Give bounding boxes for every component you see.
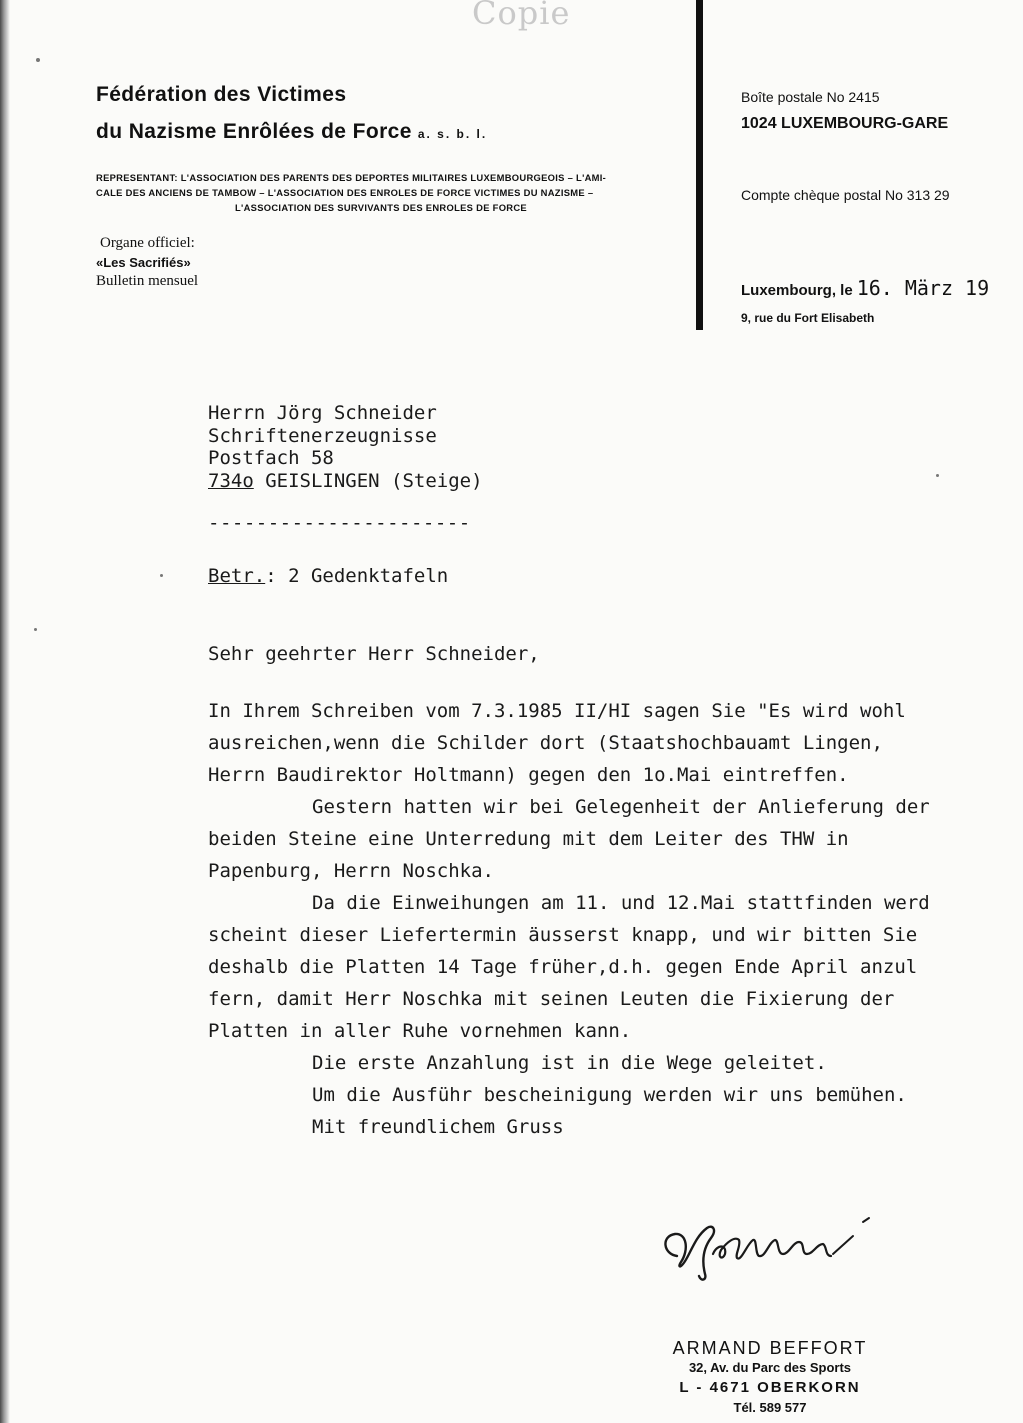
postal-cheque-account: Compte chèque postal No 313 29 <box>741 187 950 203</box>
signer-name: ARMAND BEFFORT <box>672 1338 868 1358</box>
body-line: fern, damit Herr Noschka mit seinen Leuten die Fixierung der <box>208 988 895 1010</box>
closing-line: Mit freundlichem Gruss <box>312 1116 564 1138</box>
body-line: deshalb die Platten 14 Tage früher,d.h. gegen Ende April anzul <box>208 956 918 978</box>
recipient-line-2: Schriftenerzeugnisse <box>208 424 437 447</box>
subject-text: : 2 Gedenktafeln <box>265 565 449 587</box>
org-legal-suffix: a. s. b. l. <box>417 127 488 141</box>
postbox: Boîte postale No 2415 <box>741 89 880 105</box>
date-label: Luxembourg, le <box>741 282 853 299</box>
org-name-line-2 <box>96 113 487 153</box>
recipient-postcode: 734o <box>208 469 254 492</box>
sender-street: 9, rue du Fort Elisabeth <box>741 311 875 325</box>
recipient-line-1: Herrn Jörg Schneider <box>208 402 437 424</box>
body-line: Papenburg, Herrn Noschka. <box>208 860 494 882</box>
representant-note <box>96 170 666 215</box>
recipient-address <box>208 402 483 492</box>
representant-line-2: CALE DES ANCIENS DE TAMBOW – L'ASSOCIATION DES ENROLES DE FORCE VICTIMES DU NAZISME – <box>96 187 594 198</box>
body-line: Um die Ausführ bescheinigung werden wir uns bemühen. <box>312 1084 907 1106</box>
representant-line-1: REPRESENTANT: L'ASSOCIATION DES PARENTS DES DEPORTES MILITAIRES LUXEMBOURGEOIS – L'AMI- <box>96 172 607 183</box>
handwritten-signature <box>655 1214 885 1284</box>
body-line: Platten in aller Ruhe vornehmen kann. <box>208 1020 632 1042</box>
header-divider <box>696 0 703 330</box>
subject-line <box>208 565 448 587</box>
org-name-line-1: Fédération des Victimes <box>96 83 347 106</box>
organization-name <box>96 76 487 153</box>
recipient-line-3: Postfach 58 <box>208 447 334 469</box>
signer-city: L - 4671 OBERKORN <box>679 1379 861 1396</box>
official-organ <box>96 234 198 291</box>
body-line: scheint dieser Liefertermin äusserst knapp, und wir bitten Sie <box>208 924 918 946</box>
body-line: Herrn Baudirektor Holtmann) gegen den 1o.Mai eintreffen. <box>208 764 849 786</box>
scan-speck <box>160 574 163 577</box>
letter-body <box>208 695 930 1143</box>
organe-label: Organe officiel: <box>100 235 195 251</box>
scan-speck <box>936 474 939 477</box>
recipient-line-4 <box>208 470 483 493</box>
scan-edge-shadow <box>0 0 10 1423</box>
scan-speck <box>34 628 37 631</box>
recipient-city: GEISLINGEN (Steige) <box>253 469 483 492</box>
postbox-city: 1024 LUXEMBOURG-GARE <box>741 115 949 132</box>
signer-block <box>640 1338 900 1418</box>
organe-frequency: Bulletin mensuel <box>96 273 199 289</box>
subject-label: Betr. <box>208 565 266 587</box>
body-line: In Ihrem Schreiben vom 7.3.1985 II/HI sagen Sie "Es wird wohl <box>208 700 906 722</box>
org-name-line-2-text: du Nazisme Enrôlées de Force <box>96 120 412 143</box>
body-line: beiden Steine eine Unterredung mit dem Leiter des THW in <box>208 828 849 850</box>
salutation: Sehr geehrter Herr Schneider, <box>208 643 540 665</box>
body-line: Da die Einweihungen am 11. und 12.Mai stattfinden werd <box>312 892 930 914</box>
organe-name: «Les Sacrifiés» <box>96 255 191 270</box>
body-line: ausreichen,wenn die Schilder dort (Staatshochbauamt Lingen, <box>208 732 883 754</box>
date-value: 16. März 19 <box>856 276 990 300</box>
representant-line-3: L'ASSOCIATION DES SURVIVANTS DES ENROLES DE FORCE <box>235 202 527 213</box>
signer-phone: Tél. 589 577 <box>733 1400 807 1415</box>
copy-stamp: Copie <box>472 0 571 32</box>
body-line: Gestern hatten wir bei Gelegenheit der Anlieferung der <box>312 796 930 818</box>
signer-street: 32, Av. du Parc des Sports <box>688 1360 852 1375</box>
scan-speck <box>36 58 40 62</box>
place-date <box>741 276 989 300</box>
address-separator: ---------------------- <box>208 512 471 534</box>
body-line: Die erste Anzahlung ist in die Wege geleitet. <box>312 1052 827 1074</box>
